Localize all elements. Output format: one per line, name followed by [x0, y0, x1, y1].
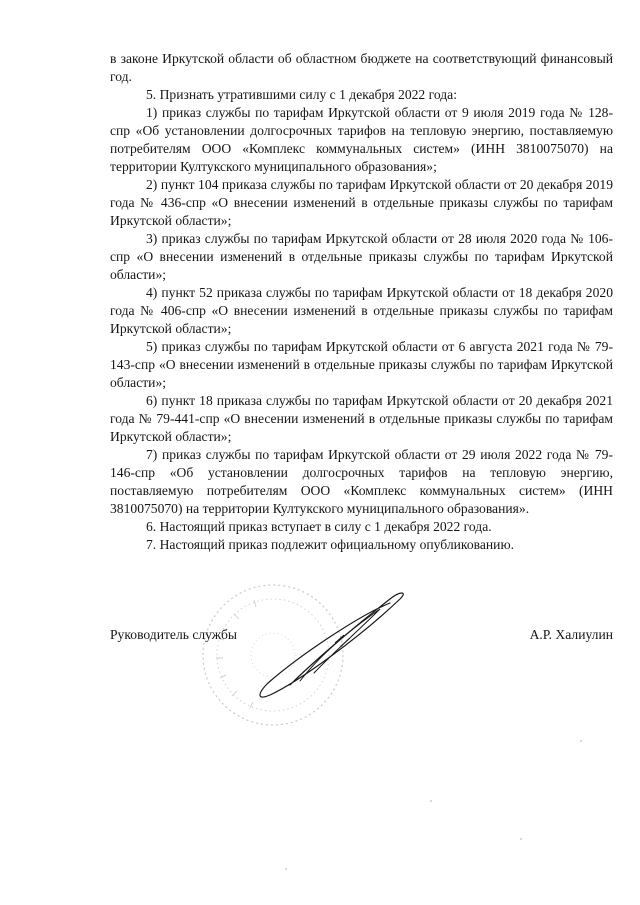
- signature-block: [110, 626, 613, 644]
- handwritten-signature: [240, 585, 420, 705]
- document-body: [110, 50, 613, 554]
- signer-name: А.Р. Халиулин: [529, 627, 613, 642]
- paragraph: 7. Настоящий приказ подлежит официальному опубликованию.: [146, 537, 514, 552]
- paragraph: 6. Настоящий приказ вступает в силу с 1 декабря 2022 года.: [146, 519, 492, 534]
- scan-speck: [520, 838, 522, 840]
- paragraph: 1) приказ службы по тарифам Иркутской области от 9 июля 2019 года № 128-спр «Об установлении долгосрочных тарифов на тепловую энергию, поставляемую потребителям ООО «Комплекс коммунальных систем» (ИНН 3810075070) на территории Култукского муниципального образования»;: [110, 105, 613, 174]
- paragraph: 2) пункт 104 приказа службы по тарифам Иркутской области от 20 декабря 2019 года № 436-спр «О внесении изменений в отдельные приказы службы по тарифам Иркутской области»;: [110, 177, 613, 228]
- scan-speck: [285, 868, 287, 870]
- signer-position: Руководитель службы: [110, 627, 238, 642]
- paragraph: 5. Признать утратившими силу с 1 декабря 2022 года:: [146, 87, 457, 102]
- paragraph: 4) пункт 52 приказа службы по тарифам Иркутской области от 18 декабря 2020 года № 406-спр «О внесении изменений в отдельные приказы службы по тарифам Иркутской области»;: [110, 285, 613, 336]
- paragraph: 3) приказ службы по тарифам Иркутской области от 28 июля 2020 года № 106-спр «О внесении изменений в отдельные приказы службы по тарифам Иркутской области»;: [110, 231, 613, 282]
- scan-speck: [430, 800, 432, 802]
- paragraph: 7) приказ службы по тарифам Иркутской области от 29 июля 2022 года № 79-146-спр «Об установлении долгосрочных тарифов на тепловую энергию, поставляемую потребителям ООО «Комплекс коммунальных систем» (ИНН 3810075070) на территории Култукского муниципального образования».: [110, 447, 613, 516]
- paragraph: 5) приказ службы по тарифам Иркутской области от 6 августа 2021 года № 79-143-спр «О внесении изменений в отдельные приказы службы по тарифам Иркутской области»;: [110, 339, 613, 390]
- paragraph: 6) пункт 18 приказа службы по тарифам Иркутской области от 20 декабря 2021 года № 79-441-спр «О внесении изменений в отдельные приказы службы по тарифам Иркутской области»;: [110, 393, 613, 444]
- paragraph: в законе Иркутской области об областном бюджете на соответствующий финансовый год.: [110, 51, 613, 84]
- scan-speck: [580, 740, 582, 742]
